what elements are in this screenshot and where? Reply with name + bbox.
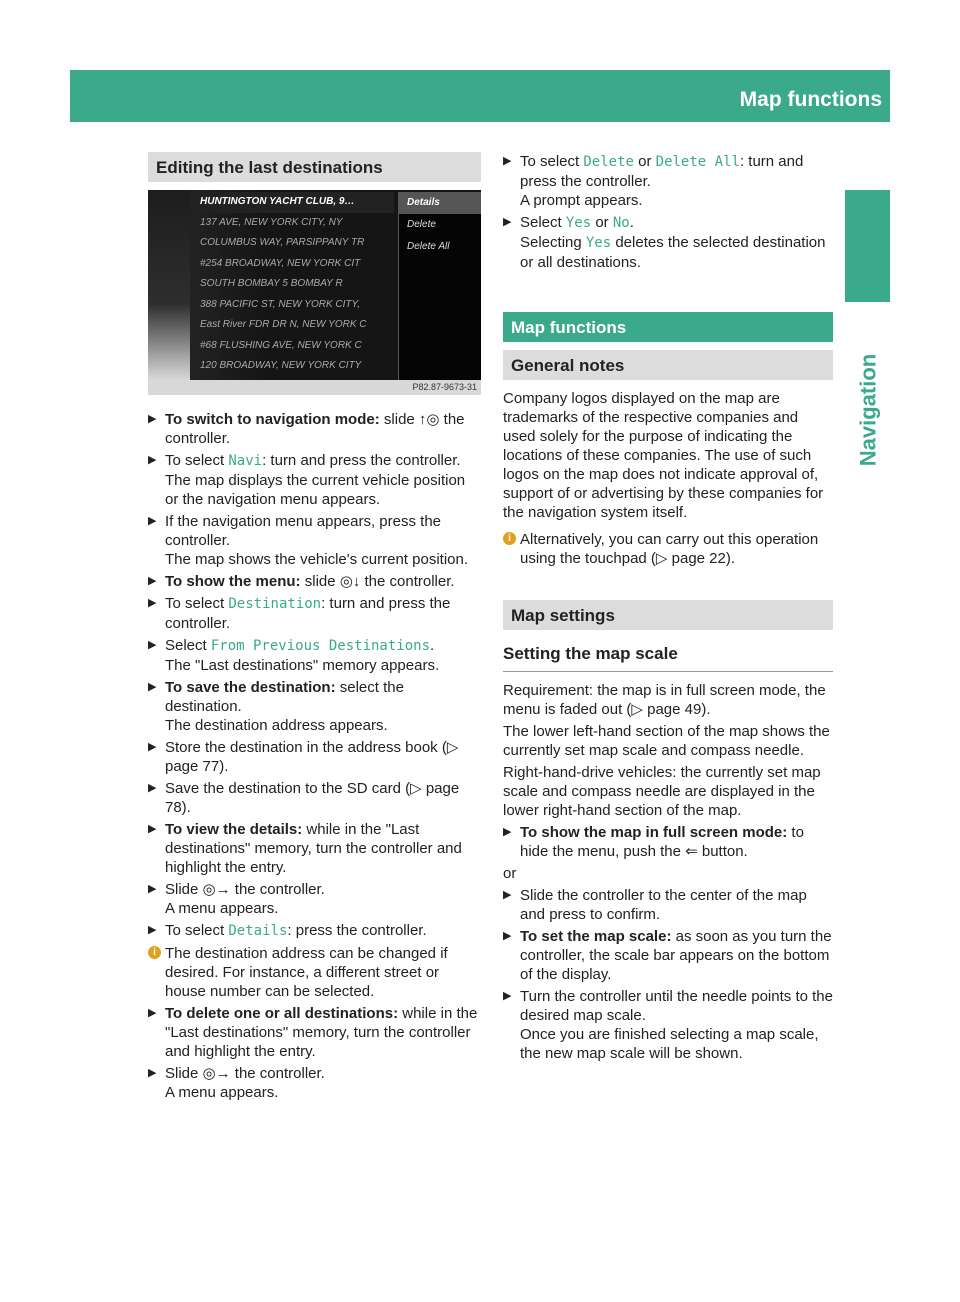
step: ▶ Select From Previous Destinations. The "Last destinations" memory appears. [148,636,481,675]
destination-list [194,192,394,377]
list-item: HUNTINGTON YACHT CLUB, 9… [194,192,394,213]
step: ▶ Slide the controller to the center of the map and press to confirm. [503,886,833,924]
list-item: 388 PACIFIC ST, NEW YORK CITY, [200,298,361,310]
list-item: 137 AVE, NEW YORK CITY, NY [200,216,343,228]
chapter-label-text: Navigation [855,353,880,467]
subsection-title: Map settings [503,600,833,630]
list-item: 120 BROADWAY, NEW YORK CITY [200,360,362,371]
list-item: #254 BROADWAY, NEW YORK CIT [200,257,361,269]
list-item: COLUMBUS WAY, PARSIPPANY TR [200,237,365,248]
step: ▶ To set the map scale: as soon as you turn the controller, the scale bar appears on the bottom of the display. [503,927,833,984]
list-item: SOUTH BOMBAY 5 BOMBAY R [200,278,343,289]
info-note: i The destination address can be changed if desired. For instance, a different street or house number can be selected. [148,944,481,1001]
step: ▶ To show the menu: slide ◎↓ the controller. [148,572,481,591]
chapter-tab [845,190,890,302]
right-column [503,152,833,1063]
paragraph: The lower left-hand section of the map shows the currently set map scale and compass needle. [503,723,830,759]
step: ▶ To select Details: press the controller. [148,921,481,941]
back-area [148,190,190,380]
step: ▶ Slide ◎→ the controller. A menu appears. [148,1064,481,1102]
menu-item-delete: Delete [407,219,436,230]
section-title: Map functions [503,312,833,342]
step: ▶ To select Destination: turn and press the controller. [148,594,481,633]
menu-item-details: Details [399,192,481,214]
paragraph: Requirement: the map is in full screen mode, the menu is faded out (▷ page 49). [503,682,826,718]
step: ▶ To select Delete or Delete All: turn and press the controller. A prompt appears. [503,152,833,210]
step: ▶ Slide ◎→ the controller. A menu appears. [148,880,481,918]
info-icon: i [503,532,516,545]
context-menu [398,192,481,380]
step: ▶ To view the details: while in the "Last destinations" memory, turn the controller and highlight the entry. [148,820,481,877]
list-item: East River FDR DR N, NEW YORK C [200,319,367,330]
info-icon: i [148,946,161,959]
step: ▶ Store the destination in the address book (▷ page 77). [148,738,481,776]
paragraph: Right-hand-drive vehicles: the currently set map scale and compass needle are displayed in the lower right-hand section of the map. [503,764,821,819]
left-column [148,152,481,1102]
header-bar [70,70,944,122]
step: ▶ If the navigation menu appears, press the controller. The map shows the vehicle's current position. [148,512,481,569]
step: ▶ To save the destination: select the destination. The destination address appears. [148,678,481,735]
step: ▶ To show the map in full screen mode: to hide the menu, push the ⇐ button. [503,823,833,861]
info-note: i Alternatively, you can carry out this operation using the touchpad (▷ page 22). [503,530,833,568]
step: ▶ To delete one or all destinations: while in the "Last destinations" memory, turn the controller and highlight the entry. [148,1004,481,1061]
chapter-label [845,310,890,510]
page-number: 79 [921,89,944,110]
figure-code: P82.87-9673-31 [148,380,481,395]
step: ▶ Select Yes or No. Selecting Yes deletes the selected destination or all destinations. [503,213,833,272]
topic-title: Setting the map scale [503,644,833,672]
step: ▶ To select Navi: turn and press the controller. The map displays the current vehicle position or the navigation menu appears. [148,451,481,509]
step: ▶ Turn the controller until the needle points to the desired map scale. Once you are finished selecting a map scale, the new map scale will be shown. [503,987,833,1063]
step: ▶ Save the destination to the SD card (▷ page 78). [148,779,481,817]
step: ▶ To switch to navigation mode: slide ↑◎ the controller. [148,410,481,448]
or-label: or [503,865,517,882]
menu-item-delete-all: Delete All [407,241,450,252]
screenshot [148,190,481,395]
section-title: Editing the last destinations [148,152,481,182]
subsection-title: General notes [503,350,833,380]
paragraph: Company logos displayed on the map are trademarks of the respective companies and used solely for the purpose of indicating the locations of these companies. The use of such logos on the map does not indicate approval of, support of or advertising by these companies for the navigation system itself. [503,390,824,521]
list-item: #68 FLUSHING AVE, NEW YORK C [200,339,362,351]
page-title: Map functions [739,88,882,111]
